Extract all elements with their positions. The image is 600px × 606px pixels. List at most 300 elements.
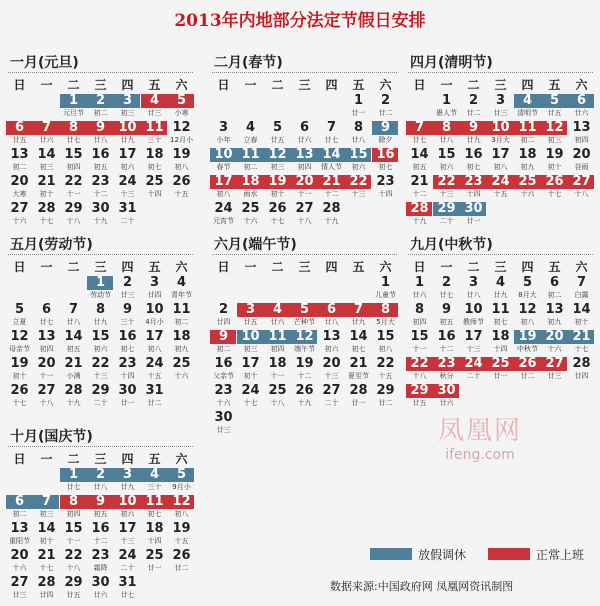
day-cell — [514, 147, 541, 177]
lunar-label: 十九 — [297, 399, 312, 407]
day-cell — [210, 302, 237, 332]
legend-work-swatch — [488, 548, 530, 560]
weekday-header — [208, 76, 401, 92]
lunar-label: 初十 — [270, 190, 285, 198]
legend-rest-label: 放假调休 — [418, 548, 467, 562]
day-cell — [372, 120, 399, 150]
lunar-label: 十七 — [243, 399, 258, 407]
day-number: 24 — [118, 174, 137, 189]
day-number: 30 — [118, 383, 137, 398]
day-number: 20 — [572, 147, 591, 162]
day-cell — [210, 356, 237, 386]
lunar-label: 十四 — [466, 190, 481, 198]
day-number: 21 — [64, 356, 83, 371]
lunar-label: 廿六 — [439, 399, 454, 407]
day-cell — [114, 302, 141, 332]
day-cell — [568, 120, 595, 150]
lunar-label: 廿六 — [297, 136, 312, 144]
day-number: 9 — [95, 120, 106, 135]
day-cell — [141, 93, 168, 123]
month-panel — [404, 234, 597, 414]
lunar-label: 三十 — [120, 318, 135, 326]
day-cell — [541, 356, 568, 386]
day-cell — [541, 329, 568, 359]
day-cell — [318, 302, 345, 332]
day-cell — [433, 174, 460, 204]
day-number: 1 — [68, 93, 79, 108]
day-number: 28 — [37, 201, 56, 216]
day-cell — [6, 201, 33, 231]
lunar-label: 廿三 — [547, 372, 562, 380]
weekday-label: 五 — [148, 78, 161, 92]
lunar-label: 初八 — [147, 345, 162, 353]
day-number: 4 — [245, 120, 256, 135]
lunar-label: 初五 — [93, 510, 108, 518]
weekday-label: 六 — [575, 78, 588, 92]
lunar-label: 初七 — [466, 163, 481, 171]
day-cell — [487, 329, 514, 359]
day-cell — [33, 575, 60, 605]
lunar-label: 十三 — [120, 190, 135, 198]
day-cell — [264, 147, 291, 177]
day-cell — [60, 575, 87, 605]
day-number: 2 — [95, 93, 106, 108]
day-cell — [6, 383, 33, 413]
day-cell — [568, 93, 595, 123]
day-number: 7 — [576, 275, 587, 290]
day-cell — [487, 302, 514, 332]
lunar-label: 廿七 — [412, 136, 427, 144]
day-cell — [141, 548, 168, 578]
lunar-label: 初七 — [378, 163, 393, 171]
day-cell — [291, 201, 318, 231]
weekday-label: 二 — [467, 260, 480, 274]
month-divider — [8, 254, 193, 255]
day-number: 29 — [64, 201, 83, 216]
lunar-label: 初七 — [147, 510, 162, 518]
day-number: 2 — [122, 275, 133, 290]
lunar-label: 愚人节 — [436, 109, 457, 117]
lunar-label: 初五 — [412, 163, 427, 171]
day-number: 27 — [545, 356, 564, 371]
day-number: 3 — [468, 275, 479, 290]
month-divider — [408, 254, 593, 255]
day-number: 30 — [464, 201, 483, 216]
day-number: 12 — [518, 302, 537, 317]
day-number: 24 — [145, 356, 164, 371]
month-title: 一月(元旦) — [10, 55, 79, 71]
day-number: 5 — [549, 93, 560, 108]
weekday-label: 四 — [121, 260, 134, 274]
day-cell — [291, 329, 318, 359]
day-number: 16 — [118, 329, 137, 344]
day-number: 23 — [376, 174, 395, 189]
lunar-label: 十四 — [147, 537, 162, 545]
day-number: 8 — [353, 120, 364, 135]
lunar-label: 9月小 — [172, 483, 191, 491]
lunar-label: 廿四 — [147, 291, 162, 299]
weekday-label: 日 — [217, 78, 230, 92]
weekday-label: 三 — [94, 452, 107, 466]
day-cell — [460, 93, 487, 123]
day-number: 12 — [545, 120, 564, 135]
day-number: 5 — [299, 302, 310, 317]
day-cell — [87, 174, 114, 204]
lunar-label: 十五 — [378, 372, 393, 380]
legend-work-label: 正常上班 — [536, 548, 585, 562]
day-number: 5 — [176, 467, 187, 482]
day-number: 18 — [145, 147, 164, 162]
lunar-label: 三十 — [147, 483, 162, 491]
weekday-label: 二 — [67, 260, 80, 274]
lunar-label: 十八 — [574, 190, 589, 198]
lunar-label: 8月大 — [518, 291, 537, 299]
day-number: 9 — [380, 120, 391, 135]
day-cell — [568, 302, 595, 332]
day-cell — [87, 467, 114, 497]
day-cell — [141, 147, 168, 177]
day-number: 29 — [376, 383, 395, 398]
day-cell — [541, 174, 568, 204]
day-number: 1 — [441, 93, 452, 108]
day-number: 11 — [145, 120, 164, 135]
day-cell — [33, 548, 60, 578]
lunar-label: 十一 — [297, 190, 312, 198]
day-cell — [33, 356, 60, 386]
day-cell — [33, 494, 60, 524]
day-cell — [433, 201, 460, 231]
lunar-label: 十五 — [174, 190, 189, 198]
weekday-label: 三 — [94, 260, 107, 274]
lunar-label: 廿九 — [120, 136, 135, 144]
day-cell — [487, 93, 514, 123]
day-number: 2 — [468, 93, 479, 108]
day-cell — [372, 356, 399, 386]
day-number: 16 — [91, 147, 110, 162]
day-number: 8 — [95, 302, 106, 317]
day-number: 7 — [326, 120, 337, 135]
day-number: 16 — [437, 329, 456, 344]
day-cell — [568, 275, 595, 305]
weekday-label: 日 — [13, 78, 26, 92]
day-number: 2 — [218, 302, 229, 317]
lunar-label: 廿八 — [439, 136, 454, 144]
weekday-label: 二 — [271, 260, 284, 274]
lunar-label: 初八 — [216, 190, 231, 198]
day-cell — [406, 120, 433, 150]
day-number: 23 — [214, 383, 233, 398]
day-number: 2 — [380, 93, 391, 108]
lunar-label: 初三 — [39, 163, 54, 171]
month-title: 六月(端午节) — [214, 237, 297, 253]
day-number: 12 — [172, 494, 191, 509]
day-cell — [460, 275, 487, 305]
day-cell — [6, 120, 33, 150]
lunar-label: 廿二 — [174, 564, 189, 572]
day-number: 20 — [37, 356, 56, 371]
day-cell — [318, 201, 345, 231]
lunar-label: 廿八 — [93, 483, 108, 491]
day-cell — [345, 356, 372, 386]
lunar-label: 廿四 — [216, 318, 231, 326]
day-cell — [433, 329, 460, 359]
lunar-label: 廿七 — [39, 318, 54, 326]
lunar-label: 十二 — [439, 345, 454, 353]
day-number: 7 — [41, 494, 52, 509]
day-cell — [141, 275, 168, 305]
lunar-label: 初七 — [147, 163, 162, 171]
day-number: 5 — [272, 120, 283, 135]
lunar-label: 廿九 — [93, 318, 108, 326]
lunar-label: 十七 — [547, 190, 562, 198]
lunar-label: 十六 — [547, 345, 562, 353]
lunar-label: 廿四 — [39, 591, 54, 599]
lunar-label: 十二 — [93, 190, 108, 198]
lunar-label: 母亲节 — [9, 345, 30, 353]
lunar-label: 廿六 — [39, 136, 54, 144]
day-cell — [514, 120, 541, 150]
lunar-label: 十三 — [466, 345, 481, 353]
day-number: 7 — [68, 302, 79, 317]
lunar-label: 廿九 — [493, 291, 508, 299]
month-title: 十月(国庆节) — [10, 429, 93, 445]
day-number: 11 — [491, 302, 510, 317]
day-number: 18 — [172, 329, 191, 344]
lunar-label: 十一 — [66, 537, 81, 545]
lunar-label: 十二 — [93, 537, 108, 545]
lunar-label: 廿五 — [412, 399, 427, 407]
lunar-label: 初八 — [520, 318, 535, 326]
lunar-label: 劳动节 — [90, 291, 111, 299]
lunar-label: 初三 — [270, 163, 285, 171]
day-cell — [6, 329, 33, 359]
day-cell — [406, 201, 433, 231]
day-number: 15 — [349, 147, 368, 162]
weekday-header — [404, 258, 597, 274]
day-cell — [87, 275, 114, 305]
lunar-label: 雨水 — [243, 190, 258, 198]
day-cell — [141, 329, 168, 359]
page-title: 2013年内地部分法定节假日安排 — [174, 11, 426, 31]
day-number: 22 — [437, 174, 456, 189]
lunar-label: 廿五 — [66, 591, 81, 599]
lunar-label: 十四 — [378, 190, 393, 198]
day-number: 15 — [64, 147, 83, 162]
lunar-label: 初十 — [39, 190, 54, 198]
month-title: 九月(中秋节) — [410, 237, 493, 253]
lunar-label: 秋分 — [439, 372, 454, 380]
day-number: 6 — [576, 93, 587, 108]
lunar-label: 3月大 — [491, 136, 510, 144]
day-cell — [87, 93, 114, 123]
lunar-label: 初五 — [93, 163, 108, 171]
day-number: 3 — [122, 93, 133, 108]
lunar-label: 初三 — [243, 345, 258, 353]
lunar-label: 初五 — [66, 345, 81, 353]
day-number: 1 — [353, 93, 364, 108]
day-number: 8 — [68, 120, 79, 135]
day-cell — [114, 275, 141, 305]
weekday-header — [208, 258, 401, 274]
day-number: 19 — [518, 329, 537, 344]
day-cell — [87, 201, 114, 231]
day-number: 27 — [295, 201, 314, 216]
weekday-header — [4, 450, 197, 466]
day-number: 31 — [118, 575, 137, 590]
lunar-label: 5月大 — [376, 318, 395, 326]
watermark-cn: 凤凰网 — [437, 416, 522, 446]
day-number: 6 — [326, 302, 337, 317]
lunar-label: 十四 — [493, 345, 508, 353]
day-number: 11 — [145, 494, 164, 509]
month-title: 二月(春节) — [214, 55, 283, 71]
day-number: 17 — [241, 356, 260, 371]
day-cell — [487, 356, 514, 386]
day-number: 17 — [464, 329, 483, 344]
day-number: 1 — [414, 275, 425, 290]
day-number: 2 — [441, 275, 452, 290]
day-number: 21 — [322, 174, 341, 189]
day-cell — [60, 356, 87, 386]
lunar-label: 十八 — [66, 217, 81, 225]
lunar-label: 十三 — [120, 537, 135, 545]
day-number: 31 — [145, 383, 164, 398]
day-cell — [345, 302, 372, 332]
lunar-label: 十一 — [270, 372, 285, 380]
weekday-label: 四 — [121, 452, 134, 466]
day-number: 25 — [145, 548, 164, 563]
day-number: 5 — [522, 275, 533, 290]
lunar-label: 小满 — [66, 372, 81, 380]
day-cell — [406, 329, 433, 359]
day-number: 19 — [10, 356, 29, 371]
lunar-label: 十六 — [520, 190, 535, 198]
day-cell — [291, 147, 318, 177]
day-cell — [114, 93, 141, 123]
day-cell — [372, 329, 399, 359]
lunar-label: 十二 — [297, 372, 312, 380]
weekday-label: 一 — [40, 452, 53, 466]
lunar-label: 廿二 — [147, 399, 162, 407]
day-number: 9 — [468, 120, 479, 135]
lunar-label: 廿八 — [66, 318, 81, 326]
day-number: 16 — [214, 356, 233, 371]
day-number: 26 — [172, 174, 191, 189]
day-number: 4 — [522, 93, 533, 108]
day-number: 21 — [572, 329, 591, 344]
weekday-label: 四 — [325, 260, 338, 274]
day-number: 6 — [41, 302, 52, 317]
weekday-label: 三 — [494, 78, 507, 92]
day-number: 8 — [441, 120, 452, 135]
lunar-label: 初四 — [412, 318, 427, 326]
day-number: 28 — [572, 356, 591, 371]
lunar-label: 重阳节 — [9, 537, 30, 545]
day-cell — [514, 174, 541, 204]
day-number: 11 — [518, 120, 537, 135]
day-number: 18 — [268, 356, 287, 371]
weekday-label: 日 — [13, 260, 26, 274]
lunar-label: 廿三 — [12, 591, 27, 599]
day-cell — [87, 494, 114, 524]
day-number: 13 — [295, 147, 314, 162]
day-cell — [568, 147, 595, 177]
day-number: 29 — [91, 383, 110, 398]
lunar-label: 初二 — [243, 163, 258, 171]
day-number: 23 — [91, 174, 110, 189]
day-cell — [87, 329, 114, 359]
day-cell — [406, 302, 433, 332]
lunar-label: 廿二 — [466, 109, 481, 117]
day-cell — [345, 120, 372, 150]
lunar-label: 初六 — [351, 163, 366, 171]
day-number: 25 — [241, 201, 260, 216]
weekday-label: 三 — [298, 260, 311, 274]
day-cell — [264, 201, 291, 231]
day-number: 7 — [41, 120, 52, 135]
day-number: 25 — [518, 174, 537, 189]
lunar-label: 廿九 — [351, 318, 366, 326]
day-cell — [168, 275, 195, 305]
day-cell — [60, 467, 87, 497]
day-cell — [460, 201, 487, 231]
lunar-label: 十九 — [66, 399, 81, 407]
day-number: 24 — [118, 548, 137, 563]
day-cell — [168, 147, 195, 177]
day-cell — [114, 521, 141, 551]
lunar-label: 初六 — [93, 345, 108, 353]
day-cell — [237, 356, 264, 386]
day-cell — [433, 93, 460, 123]
day-number: 9 — [218, 329, 229, 344]
day-cell — [168, 548, 195, 578]
lunar-label: 小年 — [216, 136, 231, 144]
lunar-label: 夏至节 — [348, 372, 369, 380]
lunar-label: 除夕 — [378, 136, 393, 144]
day-number: 22 — [410, 356, 429, 371]
day-cell — [87, 120, 114, 150]
lunar-label: 初十 — [574, 318, 589, 326]
weekday-label: 六 — [379, 260, 392, 274]
weekday-label: 二 — [67, 452, 80, 466]
day-cell — [33, 302, 60, 332]
day-cell — [33, 201, 60, 231]
day-number: 1 — [380, 275, 391, 290]
day-number: 13 — [37, 329, 56, 344]
lunar-label: 廿六 — [574, 109, 589, 117]
weekday-label: 二 — [271, 78, 284, 92]
day-number: 31 — [118, 201, 137, 216]
day-number: 1 — [68, 467, 79, 482]
month-divider — [212, 72, 397, 73]
day-number: 27 — [322, 383, 341, 398]
weekday-label: 三 — [494, 260, 507, 274]
lunar-label: 廿二 — [520, 372, 535, 380]
day-cell — [237, 174, 264, 204]
lunar-label: 初三 — [547, 136, 562, 144]
day-number: 11 — [268, 329, 287, 344]
weekday-header — [4, 258, 197, 274]
lunar-label: 二十 — [324, 399, 339, 407]
day-number: 9 — [441, 302, 452, 317]
lunar-label: 初七 — [351, 345, 366, 353]
lunar-label: 十七 — [39, 564, 54, 572]
lunar-label: 十七 — [574, 345, 589, 353]
month-panel — [4, 234, 197, 414]
lunar-label: 12月小 — [170, 136, 193, 144]
month-panel — [404, 52, 597, 232]
lunar-label: 初四 — [270, 345, 285, 353]
